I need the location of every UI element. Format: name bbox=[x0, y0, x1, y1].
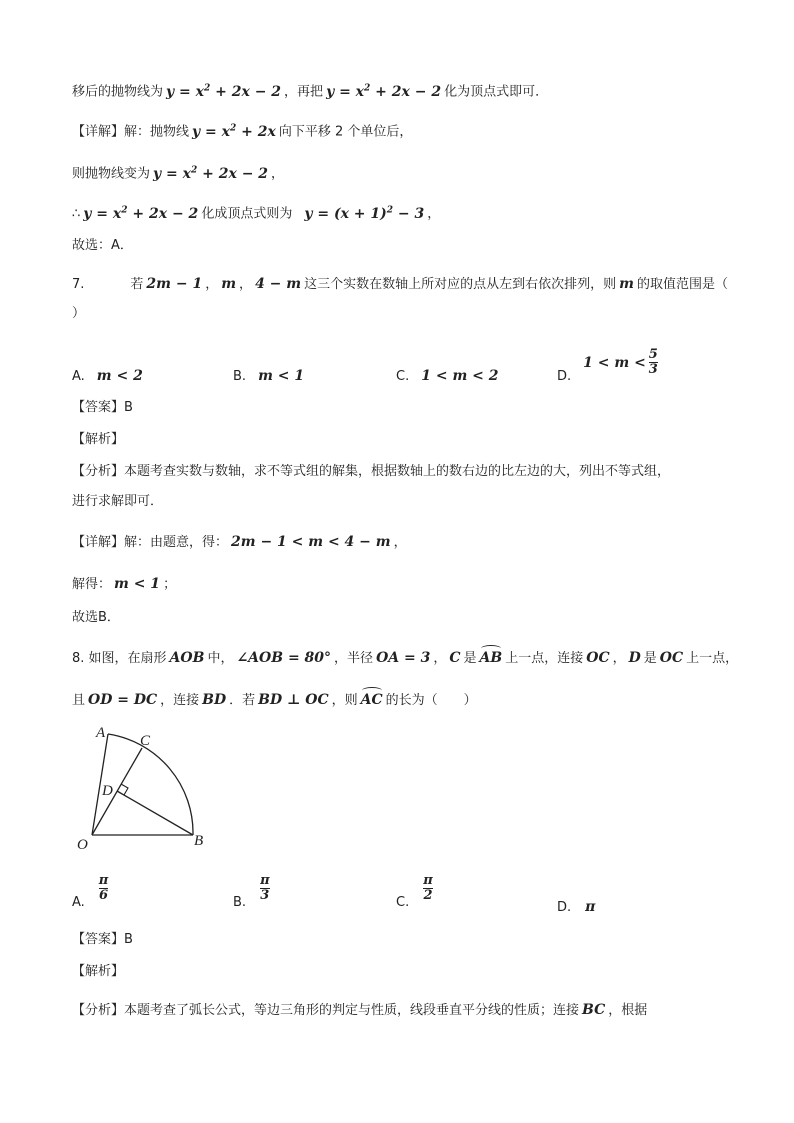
math-expr: $y = x^2 + 2x$ bbox=[192, 123, 276, 140]
q7-option-a: A. m < 2 bbox=[72, 368, 143, 384]
math-expr: $y = x^2 + 2x - 2$ bbox=[153, 165, 269, 182]
q7-solution: 解得： m < 1 ； bbox=[72, 576, 177, 592]
q7-option-c: C. 1 < m < 2 bbox=[396, 368, 499, 384]
math-expr: $y = (x + 1)^2 - 3$ bbox=[304, 205, 425, 222]
q8-option-b: B. $\frac{\pi}{3}$ bbox=[233, 873, 270, 910]
q7-option-b: B. m < 1 bbox=[233, 368, 305, 384]
q7-analysis-1: 【分析】本题考查实数与数轴，求不等式组的解集，根据数轴上的数右边的比左边的大，列出不等式组， bbox=[72, 464, 671, 479]
q7-stem-cont: ） bbox=[72, 306, 86, 321]
math-expr: m < 1 bbox=[114, 576, 161, 592]
line-2: 【详解】解：抛物线 $y = x^2 + 2x$ 向下平移 2 个单位后， bbox=[72, 123, 413, 140]
q7-analysis-heading: 【解析】 bbox=[72, 432, 125, 447]
q8-stem-2: 且 OD = DC ，连接 BD ．若 BD ⊥ OC ，则 AC 的长为（ ） bbox=[72, 692, 477, 708]
line-3: 则抛物线变为 $y = x^2 + 2x - 2$ ， bbox=[72, 165, 285, 182]
math-expr: 4 − m bbox=[255, 276, 302, 292]
math-expr: m bbox=[619, 276, 634, 292]
q7-option-d: D.1 < m < $\frac{5}{3}$ bbox=[557, 347, 658, 384]
label-d: D bbox=[102, 783, 113, 799]
q8-option-a: A. $\frac{\pi}{6}$ bbox=[72, 873, 109, 910]
q7-answer: 【答案】B bbox=[72, 400, 133, 415]
line-5: 故选：A． bbox=[72, 238, 133, 253]
arc-ac: AC bbox=[360, 692, 383, 708]
label-a: A bbox=[96, 725, 106, 741]
q7-detail: 【详解】解：由题意，得： 2m − 1 < m < 4 − m ， bbox=[72, 534, 407, 550]
math-expr: $y = x^2 + 2x - 2$ bbox=[83, 205, 199, 222]
math-expr: $y = x^2 + 2x - 2$ bbox=[166, 83, 282, 100]
math-expr: m bbox=[221, 276, 237, 292]
label-o: O bbox=[77, 837, 88, 853]
math-expr: 2m − 1 bbox=[146, 276, 203, 292]
arc-ab: AB bbox=[479, 650, 503, 666]
fraction: $\frac{5}{3}$ bbox=[648, 347, 658, 377]
label-b: B bbox=[194, 833, 204, 849]
math-expr: $y = x^2 + 2x - 2$ bbox=[326, 83, 442, 100]
q8-analysis-1: 【分析】本题考查了弧长公式，等边三角形的判定与性质，线段垂直平分线的性质；连接 BC ，根据 bbox=[72, 1002, 648, 1018]
line-1: 移后的抛物线为 $y = x^2 + 2x - 2$ ，再把 $y = x^2 + 2x - 2$ 化为顶点式即可． bbox=[72, 83, 549, 100]
q8-answer: 【答案】B bbox=[72, 932, 133, 947]
q7-analysis-2: 进行求解即可． bbox=[72, 494, 164, 509]
line-4: ∴ $y = x^2 + 2x - 2$ 化成顶点式则为 $y = (x + 1)^2 - 3$ ， bbox=[72, 205, 441, 222]
label-c: C bbox=[140, 733, 151, 749]
segment-bd bbox=[117, 791, 193, 835]
q7-stem: 7. 若 2m − 1 ， m ， 4 − m 这三个实数在数轴上所对应的点从左到右依次排列，则 m 的取值范围是（ bbox=[72, 276, 728, 292]
q8-option-c: C. $\frac{\pi}{2}$ bbox=[396, 873, 433, 910]
q8-option-d: D. π bbox=[557, 899, 596, 915]
sector-figure bbox=[72, 725, 222, 855]
q7-choice: 故选B． bbox=[72, 610, 120, 625]
q8-analysis-heading: 【解析】 bbox=[72, 964, 125, 979]
q8-stem-1: 8. 如图，在扇形 AOB 中， ∠AOB = 80° ，半径 OA = 3 ， C 是 AB 上一点，连接 OC ， D 是 OC 上一点， bbox=[72, 650, 739, 666]
math-expr: 2m − 1 < m < 4 − m bbox=[231, 534, 391, 550]
